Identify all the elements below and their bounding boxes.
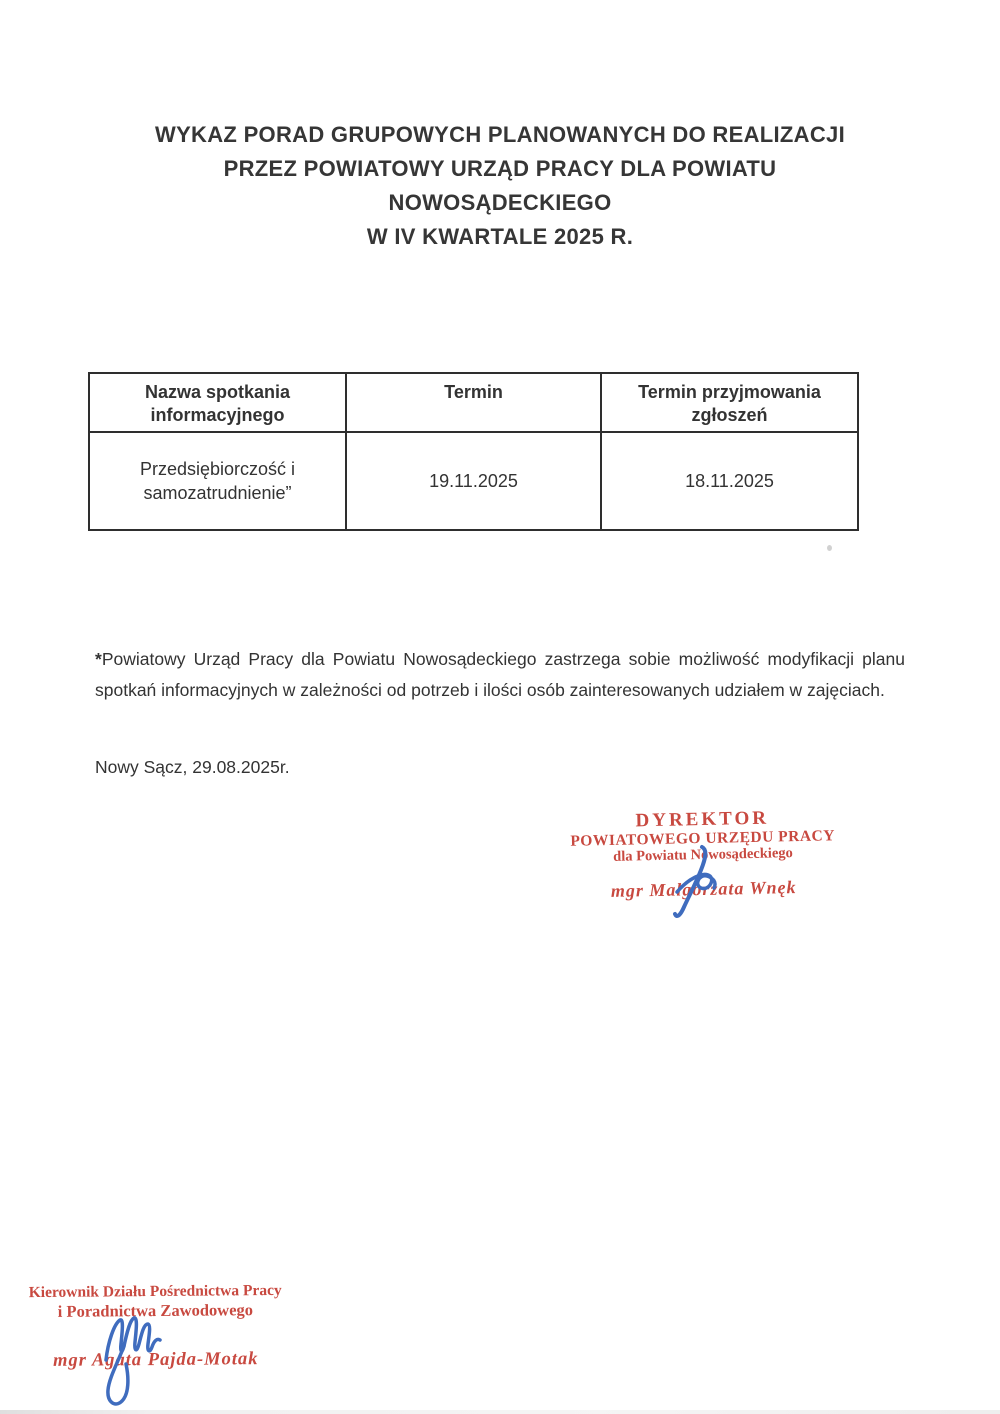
document-title <box>0 118 1000 254</box>
director-stamp-office: POWIATOWEGO URZĘDU PRACY <box>570 827 836 850</box>
footnote-paragraph <box>95 644 905 706</box>
director-stamp-title: DYREKTOR <box>635 807 770 832</box>
title-line-3: NOWOSĄDECKIEGO <box>388 190 612 215</box>
director-stamp-district: dla Powiatu Nowosądeckiego <box>613 845 793 865</box>
manager-stamp <box>28 1282 284 1372</box>
title-line-4: W IV KWARTALE 2025 R. <box>366 224 634 249</box>
title-line-1: WYKAZ PORAD GRUPOWYCH PLANOWANYCH DO REALIZACJI <box>155 122 845 147</box>
column-header-termin: Termin <box>346 373 601 432</box>
place-date: Nowy Sącz, 29.08.2025r. <box>95 757 290 777</box>
scan-bottom-edge <box>0 1410 1000 1414</box>
title-line-2: PRZEZ POWIATOWY URZĄD PRACY DLA POWIATU <box>223 156 777 181</box>
manager-stamp-title-line1: Kierownik Działu Pośrednictwa Pracy <box>28 1281 282 1302</box>
meetings-table <box>88 372 859 531</box>
table-row <box>89 432 858 530</box>
director-stamp-name: mgr Małgorzata Wnęk <box>610 877 797 901</box>
column-header-meeting-name: Nazwa spotkania informacyjnego <box>89 373 346 432</box>
director-stamp <box>557 807 849 903</box>
manager-stamp-name: mgr Agata Pajda-Motak <box>53 1349 259 1371</box>
footnote-text: Powiatowy Urząd Pracy dla Powiatu Nowosądeckiego zastrzega sobie możliwość modyfikacji planu spotkań informacyjnych w zależności od potrzeb i ilości osób zainteresowanych udziałem w zajęciach. <box>95 649 905 700</box>
cell-meeting-name: Przedsiębiorczość i samozatrudnienie” <box>89 432 346 530</box>
footnote-asterisk: * <box>95 649 102 669</box>
cell-termin: 19.11.2025 <box>346 432 601 530</box>
column-header-termin-zgloszen: Termin przyjmowania zgłoszeń <box>601 373 858 432</box>
cell-termin-zgloszen: 18.11.2025 <box>601 432 858 530</box>
manager-stamp-title-line2: i Poradnictwa Zawodowego <box>57 1300 254 1321</box>
scan-speck <box>827 545 832 551</box>
table-header-row <box>89 373 858 432</box>
